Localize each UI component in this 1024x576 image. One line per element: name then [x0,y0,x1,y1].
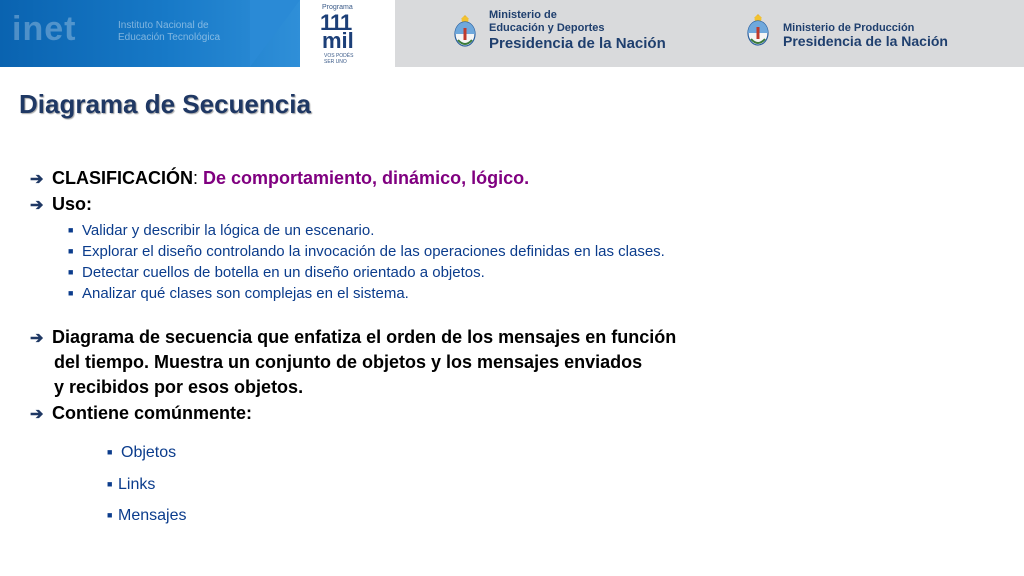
arrow-right-icon: ➔ [30,330,44,347]
square-bullet-icon: ■ [107,479,113,489]
uso-heading [30,194,92,215]
ministry-education-line2: Educación y Deportes [489,22,605,34]
square-bullet-icon: ■ [107,510,113,520]
inet-logo-line2: Educación Tecnológica [118,32,221,43]
square-bullet-icon: ■ [68,267,74,277]
programa-tag-line1: VOS PODÉS [324,53,354,59]
argentina-coat-of-arms-icon-2 [746,13,770,49]
argentina-coat-of-arms-icon [453,14,477,50]
ministry-production-line1: Ministerio de Producción [783,22,915,34]
contiene-list-item [107,444,176,462]
contiene-item-text: Objetos [121,444,177,461]
uso-item-text: Validar y describir la lógica de un escenario. [82,222,375,239]
uso-item-text: Detectar cuellos de botella en un diseño orientado a objetos. [82,264,485,281]
arrow-right-icon: ➔ [30,406,44,423]
slide-title: Diagrama de Secuencia [19,89,311,119]
inet-logo-word: inet [12,10,77,48]
square-bullet-icon: ■ [68,225,74,235]
inet-logo-subtitle [118,20,220,44]
clasificacion-row [30,168,529,189]
square-bullet-icon: ■ [68,288,74,298]
description-line-3: y recibidos por esos objetos. [54,377,304,397]
clasificacion-separator: : [193,168,199,188]
contiene-label: Contiene comúnmente: [52,403,253,423]
description-line-1 [30,327,676,348]
programa-mil: mil [322,28,354,53]
contiene-list-item [107,507,186,525]
contiene-heading [30,403,252,424]
uso-label: Uso: [52,194,92,214]
square-bullet-icon: ■ [107,447,113,457]
uso-item-text: Explorar el diseño controlando la invocación de las operaciones definidas en las clases. [82,243,665,260]
arrow-right-icon: ➔ [30,171,44,188]
inet-logo-line1: Instituto Nacional de [118,20,209,31]
ministry-education-line1: Ministerio de [489,9,557,21]
contiene-list-item [107,476,155,494]
programa-tagline [324,53,353,65]
uso-list-item [68,264,485,281]
description-line-2: del tiempo. Muestra un conjunto de objetos y los mensajes enviados [54,352,643,372]
uso-list-item [68,285,409,302]
contiene-item-text: Links [118,476,156,493]
uso-list-item [68,222,374,239]
programa-label: Programa [322,4,353,11]
programa-number: 111 [320,10,352,35]
clasificacion-value: De comportamiento, dinámico, lógico. [203,168,530,188]
description-text-1: Diagrama de secuencia que enfatiza el orden de los mensajes en función [52,327,677,347]
programa-tag-line2: SER UNO [324,59,347,65]
inet-logo-wedge [250,0,300,67]
ministry-education-line3: Presidencia de la Nación [489,35,666,52]
arrow-right-icon: ➔ [30,197,44,214]
uso-list-item [68,243,665,260]
square-bullet-icon: ■ [68,246,74,256]
clasificacion-label: CLASIFICACIÓN [52,168,193,188]
ministry-production-line2: Presidencia de la Nación [783,33,948,49]
contiene-item-text: Mensajes [118,507,187,524]
header-banner [0,0,1024,67]
uso-item-text: Analizar qué clases son complejas en el sistema. [82,285,409,302]
